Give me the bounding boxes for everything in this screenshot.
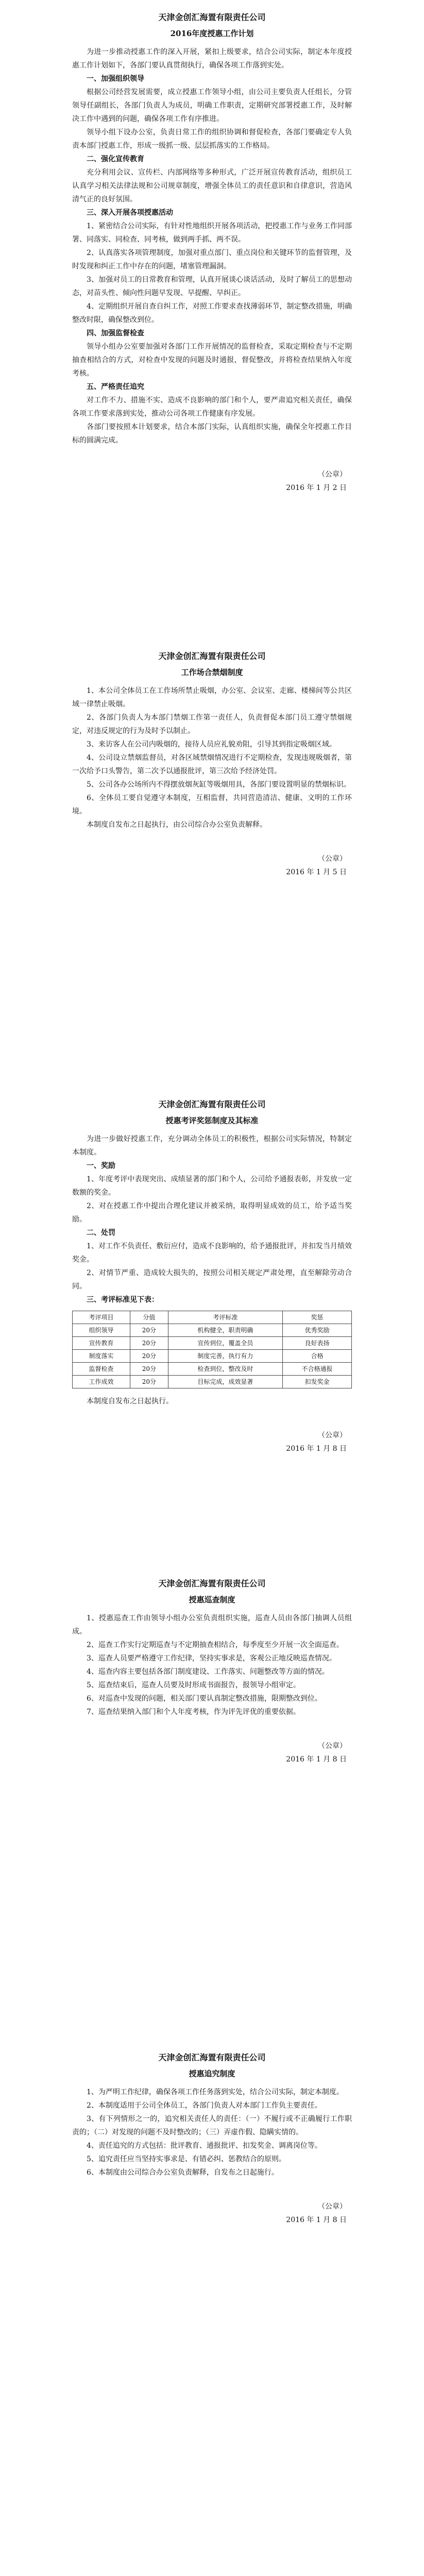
paragraph: 本制度自发布之日起执行。	[87, 1397, 173, 1405]
table-cell: 宣传到位，覆盖全员	[168, 1337, 282, 1350]
paragraph: 为进一步做好授惠工作，充分调动全体员工的积极性，根据公司实际情况，特制定本制度。	[72, 1135, 352, 1157]
table-cell: 组织领导	[73, 1324, 130, 1337]
paragraph: 3、巡查人员要严格遵守工作纪律，坚持实事求是，客观公正地反映巡查情况。	[87, 1654, 336, 1663]
doc-date: 2016 年 1 月 8 日	[286, 2216, 347, 2224]
paragraph: 5、追究责任应当坚持实事求是、有错必纠、惩教结合的原则。	[87, 2155, 286, 2163]
seal-label: （公章）	[318, 855, 347, 863]
paragraph: 2、本制度适用于公司全体员工，各部门负责人对本部门工作负主要责任。	[87, 2102, 322, 2110]
section-heading: 一、奖励	[87, 1162, 115, 1170]
table-header-cell: 奖惩	[282, 1311, 351, 1324]
no-smoking-section	[72, 649, 352, 879]
doc-body-continued	[72, 1395, 352, 1408]
signature-block	[72, 468, 352, 495]
work-plan-section	[72, 10, 352, 495]
section-heading: 四、加强监督检查	[87, 329, 144, 337]
paragraph: 6、对巡查中发现的问题，相关部门要认真制定整改措施，限期整改到位。	[87, 1694, 322, 1703]
section-heading: 五、严格责任追究	[87, 383, 144, 391]
section-heading: 一、加强组织领导	[87, 75, 144, 83]
seal-label: （公章）	[318, 1431, 347, 1439]
inspection-section	[72, 1577, 352, 1766]
paragraph: 2、巡查工作实行定期巡查与不定期抽查相结合，每季度至少开展一次全面巡查。	[87, 1641, 344, 1649]
table-cell: 良好表扬	[282, 1337, 351, 1350]
doc-date: 2016 年 1 月 2 日	[286, 484, 347, 492]
paragraph: 对工作不力、措施不实、造成不良影响的部门和个人，要严肃追究相关责任，确保各项工作要求落到实处，推动公司各项工作健康有序发展。	[72, 396, 352, 418]
paragraph: 1、对工作不负责任、敷衍应付，造成不良影响的，给予通报批评，并扣发当月绩效奖金。	[72, 1242, 352, 1264]
table-cell: 机构健全，职责明确	[168, 1324, 282, 1337]
doc-title: 工作场合禁烟制度	[181, 668, 243, 677]
table-row	[73, 1363, 352, 1376]
doc-body	[72, 1132, 352, 1307]
table-row	[73, 1350, 352, 1363]
table-cell: 优秀奖励	[282, 1324, 351, 1337]
doc-date: 2016 年 1 月 8 日	[286, 1445, 347, 1453]
paragraph: 2、对情节严重、造成较大损失的，按照公司相关规定严肃处理，直至解除劳动合同。	[72, 1269, 352, 1291]
company-name: 天津金创汇海置有限责任公司	[158, 1099, 266, 1109]
seal-label: （公章）	[318, 1742, 347, 1750]
section-heading: 二、处罚	[87, 1229, 115, 1237]
paragraph: 4、巡查内容主要包括各部门制度建设、工作落实、问题整改等方面的情况。	[87, 1668, 329, 1676]
paragraph: 各部门要按照本计划要求，结合本部门实际，认真组织实施，确保全年授惠工作目标的圆满完成。	[72, 423, 352, 445]
table-cell: 20分	[130, 1363, 168, 1376]
table-cell: 监督检查	[73, 1363, 130, 1376]
section-heading: 三、考评标准见下表：	[87, 1296, 159, 1304]
table-cell: 20分	[130, 1337, 168, 1350]
doc-body	[72, 2086, 352, 2179]
paragraph: 5、巡查结束后，巡查人员要及时形成书面报告，报领导小组审定。	[87, 1681, 300, 1689]
table-cell: 工作成效	[73, 1376, 130, 1388]
doc-body	[72, 684, 352, 832]
seal-label: （公章）	[318, 470, 347, 479]
signature-block	[72, 2200, 352, 2227]
company-name: 天津金创汇海置有限责任公司	[158, 12, 266, 22]
table-header-cell: 考评项目	[73, 1311, 130, 1324]
paragraph: 1、为严明工作纪律，确保各项工作任务落到实处，结合公司实际，制定本制度。	[87, 2088, 344, 2096]
table-cell: 20分	[130, 1324, 168, 1337]
signature-block	[72, 1739, 352, 1766]
paragraph: 4、定期组织开展自查自纠工作，对照工作要求查找薄弱环节，制定整改措施，明确整改时限，确保整改到位。	[72, 302, 352, 324]
doc-body	[72, 45, 352, 447]
paragraph: 6、本制度由公司综合办公室负责解释，自发布之日起施行。	[87, 2168, 279, 2177]
paragraph: 4、责任追究的方式包括：批评教育、通报批评、扣发奖金、调离岗位等。	[87, 2142, 322, 2150]
paragraph: 领导小组办公室要加强对各部门工作开展情况的监督检查，采取定期检查与不定期抽查相结合的方式，对检查中发现的问题及时通报，督促整改，并将检查结果纳入年度考核。	[72, 343, 352, 378]
doc-date: 2016 年 1 月 5 日	[286, 868, 347, 876]
evaluation-section	[72, 1097, 352, 1455]
company-name: 天津金创汇海置有限责任公司	[158, 1579, 266, 1588]
table-cell: 目标完成，成效显著	[168, 1376, 282, 1388]
table-cell: 检查到位，整改及时	[168, 1363, 282, 1376]
paragraph: 2、各部门负责人为本部门禁烟工作第一责任人，负责督促本部门员工遵守禁烟规定，对违反规定的行为及时予以制止。	[72, 714, 352, 735]
paragraph: 本制度自发布之日起执行，由公司综合办公室负责解释。	[87, 821, 267, 829]
company-name: 天津金创汇海置有限责任公司	[158, 2053, 266, 2062]
paragraph: 1、授惠巡查工作由领导小组办公室负责组织实施，巡查人员由各部门抽调人员组成。	[72, 1614, 352, 1636]
paragraph: 3、来访客人在公司内吸烟的，接待人员应礼貌劝阻，引导其到指定吸烟区域。	[87, 740, 336, 749]
doc-body	[72, 1612, 352, 1719]
paragraph: 7、巡查结果纳入部门和个人年度考核，作为评先评优的重要依据。	[87, 1708, 300, 1716]
table-row	[73, 1376, 352, 1388]
table-row	[73, 1337, 352, 1350]
doc-date: 2016 年 1 月 8 日	[286, 1755, 347, 1764]
paragraph: 2、认真落实各项管理制度，加强对重点部门、重点岗位和关键环节的监督管理，及时发现和纠正工作中存在的问题，堵塞管理漏洞。	[72, 249, 352, 270]
paragraph: 领导小组下设办公室，负责日常工作的组织协调和督促检查，各部门要确定专人负责本部门授惠工作，形成一级抓一级、层层抓落实的工作格局。	[72, 128, 352, 150]
paragraph: 2、对在授惠工作中提出合理化建议并被采纳，取得明显成效的员工，给予适当奖励。	[72, 1202, 352, 1224]
table-header-row	[73, 1311, 352, 1324]
paragraph: 1、本公司全体员工在工作场所禁止吸烟，办公室、会议室、走廊、楼梯间等公共区域一律禁止吸烟。	[72, 687, 352, 708]
paragraph: 1、年度考评中表现突出、成绩显著的部门和个人，公司给予通报表彰，并发放一定数额的奖金。	[72, 1175, 352, 1197]
paragraph: 充分利用会议、宣传栏、内部网络等多种形式，广泛开展宣传教育活动，组织员工认真学习相关法律法规和公司规章制度，增强全体员工的责任意识和自律意识，营造风清气正的良好氛围。	[72, 168, 352, 204]
section-heading: 二、强化宣传教育	[87, 155, 144, 163]
table-header-cell: 考评标准	[168, 1311, 282, 1324]
company-name: 天津金创汇海置有限责任公司	[158, 651, 266, 661]
paragraph: 4、公司设立禁烟监督员，对各区域禁烟情况进行不定期检查，发现违规吸烟者，第一次给予口头警告，第二次予以通报批评，第三次给予经济处罚。	[72, 754, 352, 775]
table-header-cell: 分值	[130, 1311, 168, 1324]
paragraph: 3、有下列情形之一的，追究相关责任人的责任：（一）不履行或不正确履行工作职责的；（二）对发现的问题不及时整改的；（三）弄虚作假、隐瞒实情的。	[72, 2115, 352, 2137]
table-cell: 20分	[130, 1376, 168, 1388]
paragraph: 6、全体员工要自觉遵守本制度，互相监督，共同营造清洁、健康、文明的工作环境。	[72, 794, 352, 816]
table-cell: 不合格通报	[282, 1363, 351, 1376]
signature-block	[72, 1429, 352, 1455]
table-cell: 宣传教育	[73, 1337, 130, 1350]
table-cell: 合格	[282, 1350, 351, 1363]
table-row	[73, 1324, 352, 1337]
paragraph: 3、加强对员工的日常教育和管理，认真开展谈心谈话活动，及时了解员工的思想动态，对苗头性、倾向性问题早发现、早提醒、早纠正。	[72, 276, 352, 297]
paragraph: 根据公司经营发展需要，成立授惠工作领导小组，由公司主要负责人任组长，分管领导任副组长，各部门负责人为成员，明确工作职责，定期研究部署授惠工作，及时解决工作中遇到的问题，确保各项工作有序推进。	[72, 88, 352, 123]
table-cell: 扣发奖金	[282, 1376, 351, 1388]
seal-label: （公章）	[318, 2202, 347, 2211]
evaluation-table	[72, 1311, 352, 1388]
doc-title: 2016年度授惠工作计划	[170, 29, 254, 38]
signature-block	[72, 852, 352, 879]
table-cell: 20分	[130, 1350, 168, 1363]
doc-title: 授惠考评奖惩制度及其标准	[165, 1116, 259, 1125]
table-cell: 制度完善，执行有力	[168, 1350, 282, 1363]
accountability-section	[72, 2050, 352, 2227]
paragraph: 5、公司各办公场所内不得摆放烟灰缸等吸烟用具，各部门要设置明显的禁烟标识。	[87, 781, 351, 789]
section-heading: 三、深入开展各项授惠活动	[87, 209, 173, 217]
table-cell: 制度落实	[73, 1350, 130, 1363]
doc-title: 授惠追究制度	[189, 2069, 235, 2078]
paragraph: 为进一步推动授惠工作的深入开展，紧扣上级要求，结合公司实际，制定本年度授惠工作计划如下，各部门要认真贯彻执行，确保各项工作落到实处。	[72, 48, 352, 70]
paragraph: 1、紧密结合公司实际，有针对性地组织开展各项活动，把授惠工作与业务工作同部署、同落实、同检查、同考核，做到两手抓、两不误。	[72, 222, 352, 244]
doc-title: 授惠巡查制度	[189, 1595, 235, 1604]
